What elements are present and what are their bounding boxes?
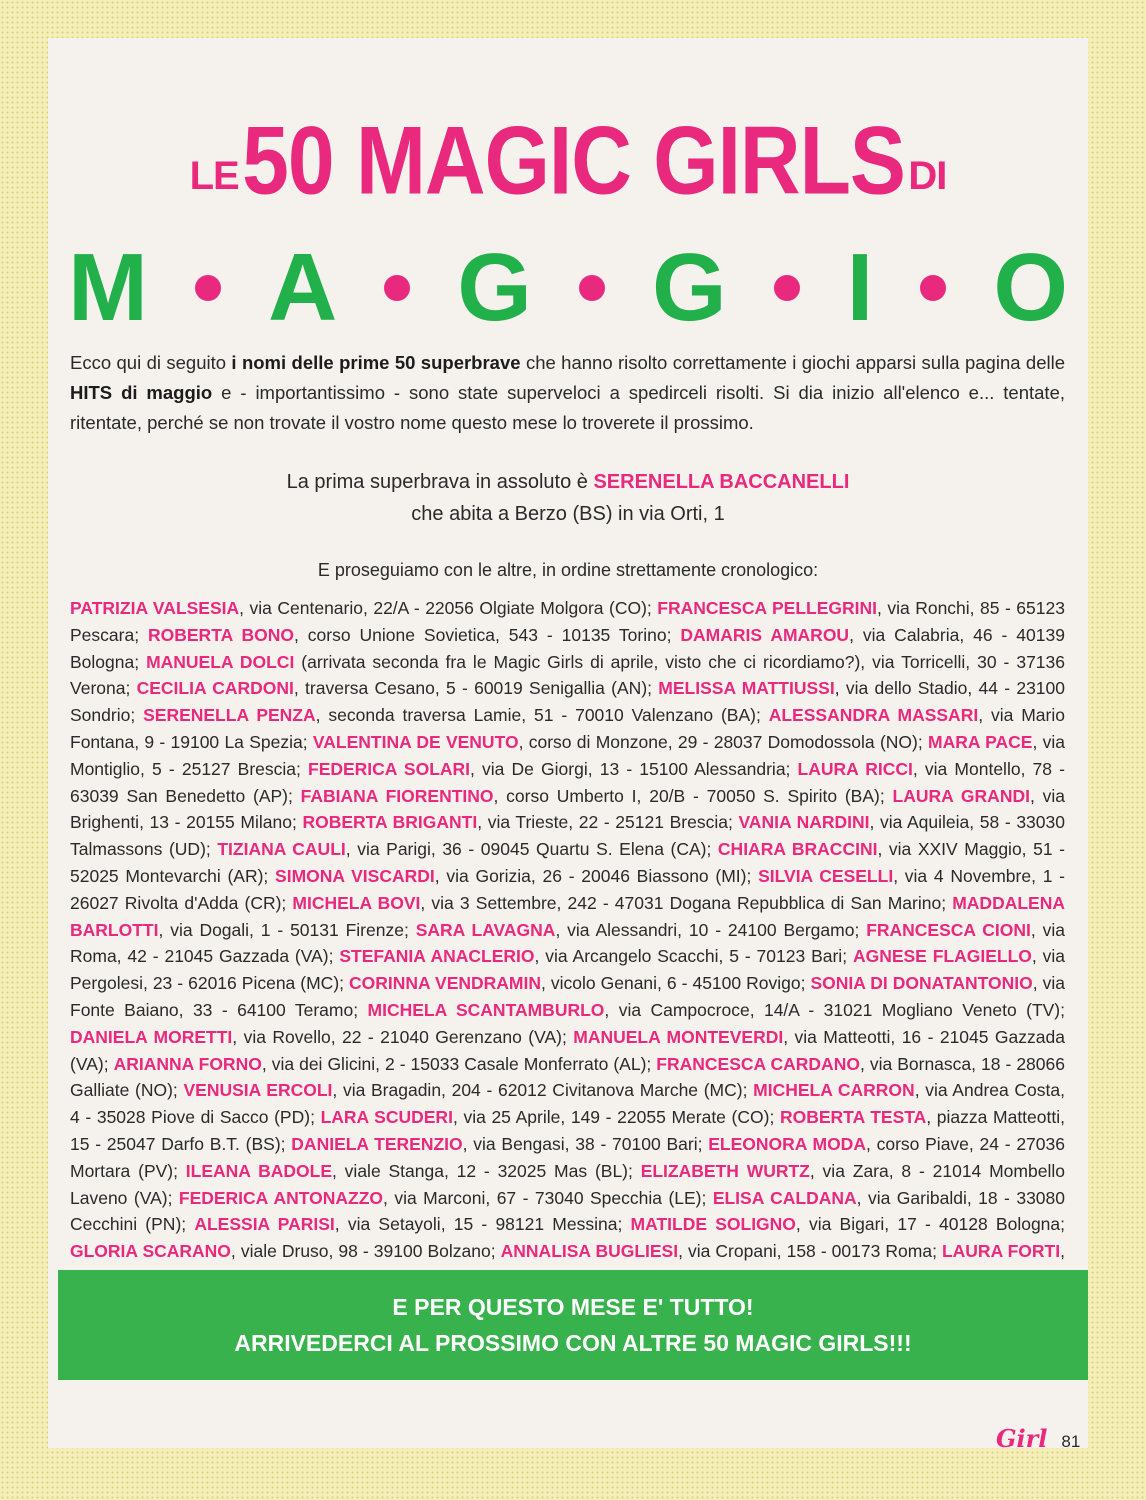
winner-name: MANUELA MONTEVERDI xyxy=(573,1026,784,1047)
winner-address: , via Garibaldi, 18 - 33080 Cecchini (PN); xyxy=(70,1187,1065,1235)
winner-name: FABIANA FIORENTINO xyxy=(300,785,494,806)
winner-name: SILVIA CESELLI xyxy=(758,865,894,886)
month-letter: A xyxy=(267,234,338,341)
winner-name: MADDALENA BARLOTTI xyxy=(70,892,1065,940)
winner-name: AGNESE FLAGIELLO xyxy=(852,946,1032,967)
winner-address: , via dello Stadio, 44 - 23100 Sondrio; xyxy=(70,678,1066,726)
first-winner-line1 xyxy=(48,466,1088,498)
pink-dot xyxy=(195,275,221,301)
winner-name: ELISA CALDANA xyxy=(712,1187,857,1208)
winner-name: DANIELA MORETTI xyxy=(70,1026,233,1047)
first-winner-address: che abita a Berzo (BS) in via Orti, 1 xyxy=(411,503,725,525)
winner-name: DAMARIS AMAROU xyxy=(680,624,850,645)
month-letter: G xyxy=(457,234,532,341)
winner-name: PATRIZIA VALSESIA xyxy=(70,598,240,618)
winner-name: VENUSIA ERCOLI xyxy=(183,1080,333,1101)
winner-address: , via Parigi, 36 - 09045 Quartu S. Elena (CA); xyxy=(345,839,718,860)
winner-address: , piazza Matteotti, 15 - 25047 Darfo B.T. (BS); xyxy=(70,1107,1065,1154)
winner-address: , via Zara, 8 - 21014 Mombello Laveno (VA); xyxy=(70,1160,1065,1208)
month-letter: O xyxy=(993,234,1068,341)
winner-name: ROBERTA BRIGANTI xyxy=(302,812,478,833)
banner-line-2: ARRIVEDERCI AL PROSSIMO CON ALTRE 50 MAGIC GIRLS!!! xyxy=(234,1330,912,1356)
first-winner-label: La prima superbrava in assoluto è xyxy=(286,471,594,493)
winner-name: ILEANA BADOLE xyxy=(185,1160,332,1181)
winner-address: , seconda traversa Lamie, 51 - 70010 Valenzano (BA); xyxy=(315,705,769,726)
winner-address: , via Brighenti, 13 - 20155 Milano; xyxy=(70,785,1065,833)
winner-address: , corso Unione Sovietica, 543 - 10135 Torino; xyxy=(294,624,681,645)
winner-address: , via Trieste, 22 - 25121 Brescia; xyxy=(477,812,739,833)
winner-name: LARA SCUDERI xyxy=(320,1107,453,1128)
winner-name: MELISSA MATTIUSSI xyxy=(658,678,835,699)
winner-address: , via Fonte Baiano, 33 - 64100 Teramo; xyxy=(70,973,1065,1020)
winner-name: DANIELA TERENZIO xyxy=(291,1133,463,1154)
pink-dot xyxy=(774,275,800,301)
winner-name: ROBERTA TESTA xyxy=(779,1107,927,1128)
page-number: 81 xyxy=(1061,1432,1081,1451)
winner-address: , corso Piave, 24 - 27036 Mortara (PV); xyxy=(70,1133,1065,1181)
winner-name: SARA LAVAGNA xyxy=(415,919,556,940)
winner-name: TIZIANA CAULI xyxy=(217,839,346,860)
intro-paragraph xyxy=(70,348,1065,438)
winner-address: , via Ronchi, 85 - 65123 Pescara; xyxy=(70,598,1065,645)
winner-address: , via 4 Novembre, 1 - 26027 Rivolta d'Adda (CR); xyxy=(70,865,1065,913)
winner-name: MICHELA SCANTAMBURLO xyxy=(367,999,605,1020)
chronological-note: E proseguiamo con le altre, in ordine strettamente cronologico: xyxy=(317,560,819,580)
winner-address: , via Gorizia, 26 - 20046 Biassono (MI); xyxy=(434,865,759,886)
winner-address: , via Bengasi, 38 - 70100 Bari; xyxy=(462,1133,709,1154)
headline-main: 50 MAGIC GIRLS xyxy=(242,105,905,215)
month-banner xyxy=(68,234,1068,341)
winner-address: (arrivata seconda fra le Magic Girls di aprile, visto che ci ricordiamo?), via Torricelli, 30 - 37136 Verona; xyxy=(70,651,1065,699)
winner-address: , traversa Cesano, 5 - 60019 Senigallia (AN); xyxy=(293,678,659,699)
pink-dot xyxy=(920,275,946,301)
winner-name: MICHELA BOVI xyxy=(292,892,421,913)
pink-dot xyxy=(579,275,605,301)
winner-name: CHIARA BRACCINI xyxy=(717,839,878,860)
winner-address: , via Bigari, 17 - 40128 Bologna; xyxy=(795,1214,1066,1235)
magazine-logo: Girl xyxy=(996,1424,1048,1453)
headline-pre: LE xyxy=(189,154,239,198)
closing-banner xyxy=(58,1270,1088,1380)
winner-address: , via De Giorgi, 13 - 15100 Alessandria; xyxy=(470,758,798,779)
winner-address: , via Aquileia, 58 - 33030 Talmassons (UD); xyxy=(70,812,1065,860)
winner-address: , via Bornasca, 18 - 28066 Galliate (NO); xyxy=(70,1053,1065,1101)
winner-name: ARIANNA FORNO xyxy=(113,1053,262,1074)
winner-name: GLORIA SCARANO xyxy=(70,1241,231,1262)
winner-address: , via Montello, 78 - 63039 San Benedetto (AP); xyxy=(70,758,1065,806)
winner-address: , via XXIV Maggio, 51 - 52025 Montevarchi (AR); xyxy=(70,839,1065,886)
winner-address: , via Matteotti, 16 - 21045 Gazzada (VA); xyxy=(70,1026,1065,1074)
winner-name: SIMONA VISCARDI xyxy=(275,865,435,886)
winner-address: , via Alessandri, 10 - 24100 Bergamo; xyxy=(555,919,867,940)
winner-name: FRANCESCA CARDANO xyxy=(656,1053,860,1074)
winner-address: , via Bragadin, 204 - 62012 Civitanova Marche (MC); xyxy=(332,1080,754,1101)
winner-address: , via Centenario, 22/A - 22056 Olgiate Molgora (CO); xyxy=(239,598,658,618)
winners-list xyxy=(70,595,1065,1292)
winner-name: SONIA DI DONATANTONIO xyxy=(810,973,1033,994)
winner-name: STEFANIA ANACLERIO xyxy=(339,946,535,967)
winner-name: ROBERTA BONO xyxy=(148,624,295,645)
winner-name: CORINNA VENDRAMIN xyxy=(349,973,542,994)
winner-address: , via Pergolesi, 23 - 62016 Picena (MC); xyxy=(70,946,1065,994)
winner-name: MARA PACE xyxy=(928,731,1033,752)
month-letter: I xyxy=(846,234,874,341)
winner-name: CECILIA CARDONI xyxy=(136,678,294,699)
winner-name: FEDERICA SOLARI xyxy=(308,758,471,779)
winner-name: ELIZABETH WURTZ xyxy=(640,1160,810,1181)
winner-address: , vicolo Genani, 6 - 45100 Rovigo; xyxy=(541,973,811,994)
winner-name: LAURA FORTI xyxy=(941,1241,1061,1262)
page-footer xyxy=(996,1424,1080,1453)
winner-name: VANIA NARDINI xyxy=(738,812,870,833)
winner-address: , via 3 Settembre, 242 - 47031 Dogana Repubblica di San Marino; xyxy=(420,892,953,913)
winner-name: FRANCESCA CIONI xyxy=(866,919,1031,940)
winner-address: , via dei Glicini, 2 - 15033 Casale Monferrato (AL); xyxy=(261,1053,657,1074)
intro-bold: i nomi delle prime 50 superbrave xyxy=(231,352,521,373)
winner-address: , via Calabria, 46 - 40139 Bologna; xyxy=(70,624,1065,672)
winner-address: , corso Umberto I, 20/B - 70050 S. Spirito (BA); xyxy=(493,785,893,806)
first-winner-name: SERENELLA BACCANELLI xyxy=(593,471,850,493)
winner-name: MANUELA DOLCI xyxy=(146,651,295,672)
winner-address: , via Cropani, 158 - 00173 Roma; xyxy=(678,1241,942,1262)
winner-address: , via Marconi, 67 - 73040 Specchia (LE); xyxy=(383,1187,713,1208)
winner-address: , via 25 Aprile, 149 - 22055 Merate (CO); xyxy=(452,1107,780,1128)
winner-name: FRANCESCA PELLEGRINI xyxy=(657,598,877,618)
headline-post: DI xyxy=(908,154,947,198)
month-letter: G xyxy=(651,234,727,341)
month-letter: M xyxy=(68,234,148,341)
first-winner xyxy=(48,466,1088,530)
winner-name: SERENELLA PENZA xyxy=(143,705,316,726)
winner-address: , via Arcangelo Scacchi, 5 - 70123 Bari; xyxy=(534,946,853,967)
intro-text: che hanno risolto correttamente i giochi apparsi sulla pagina delle xyxy=(520,352,1066,373)
winner-name: ELEONORA MODA xyxy=(708,1133,866,1154)
winner-address: , via Andrea Costa, 4 - 35028 Piove di Sacco (PD); xyxy=(70,1080,1065,1128)
intro-text: e - importantissimo - sono state superveloci a spedirceli risolti. Si dia inizio all'elenco e... tentate, ritentate, perché se non trovate il vostro nome questo mese lo troverete il prossimo. xyxy=(70,382,1066,433)
winner-name: MICHELA CARRON xyxy=(753,1080,915,1101)
winner-name: LAURA RICCI xyxy=(797,758,913,779)
winner-name: VALENTINA DE VENUTO xyxy=(312,731,519,752)
headline xyxy=(48,105,1088,215)
intro-bold: HITS di maggio xyxy=(70,382,213,403)
banner-line-1: E PER QUESTO MESE E' TUTTO! xyxy=(392,1294,754,1320)
winner-name: FEDERICA ANTONAZZO xyxy=(178,1187,384,1208)
winner-name: ALESSIA PARISI xyxy=(194,1214,335,1235)
winner-address: , via Montiglio, 5 - 25127 Brescia; xyxy=(70,731,1065,779)
winner-name: MATILDE SOLIGNO xyxy=(630,1214,796,1235)
winner-address: , corso di Monzone, 29 - 28037 Domodossola (NO); xyxy=(518,731,928,752)
winner-address: , via Roma, 42 - 21045 Gazzada (VA); xyxy=(70,919,1065,967)
article-page xyxy=(48,38,1088,1448)
winner-address: , viale Stanga, 12 - 32025 Mas (BL); xyxy=(332,1160,641,1181)
winner-name: ANNALISA BUGLIESI xyxy=(500,1241,679,1262)
winner-address: , via Dogali, 1 - 50131 Firenze; xyxy=(158,919,416,940)
winner-address: , via Campocroce, 14/A - 31021 Mogliano Veneto (TV); xyxy=(604,999,1065,1020)
winner-address: , viale Druso, 98 - 39100 Bolzano; xyxy=(230,1241,501,1262)
winner-address: , via Mario Fontana, 9 - 19100 La Spezia; xyxy=(70,705,1065,752)
winner-address: , xyxy=(1060,1241,1065,1262)
pink-dot xyxy=(384,275,410,301)
winner-address: , via Setayoli, 15 - 98121 Messina; xyxy=(334,1214,631,1235)
winner-name: ALESSANDRA MASSARI xyxy=(768,705,979,726)
intro-text: Ecco qui di seguito xyxy=(70,352,232,373)
winner-name: LAURA GRANDI xyxy=(892,785,1030,806)
winner-address: , via Rovello, 22 - 21040 Gerenzano (VA); xyxy=(232,1026,574,1047)
